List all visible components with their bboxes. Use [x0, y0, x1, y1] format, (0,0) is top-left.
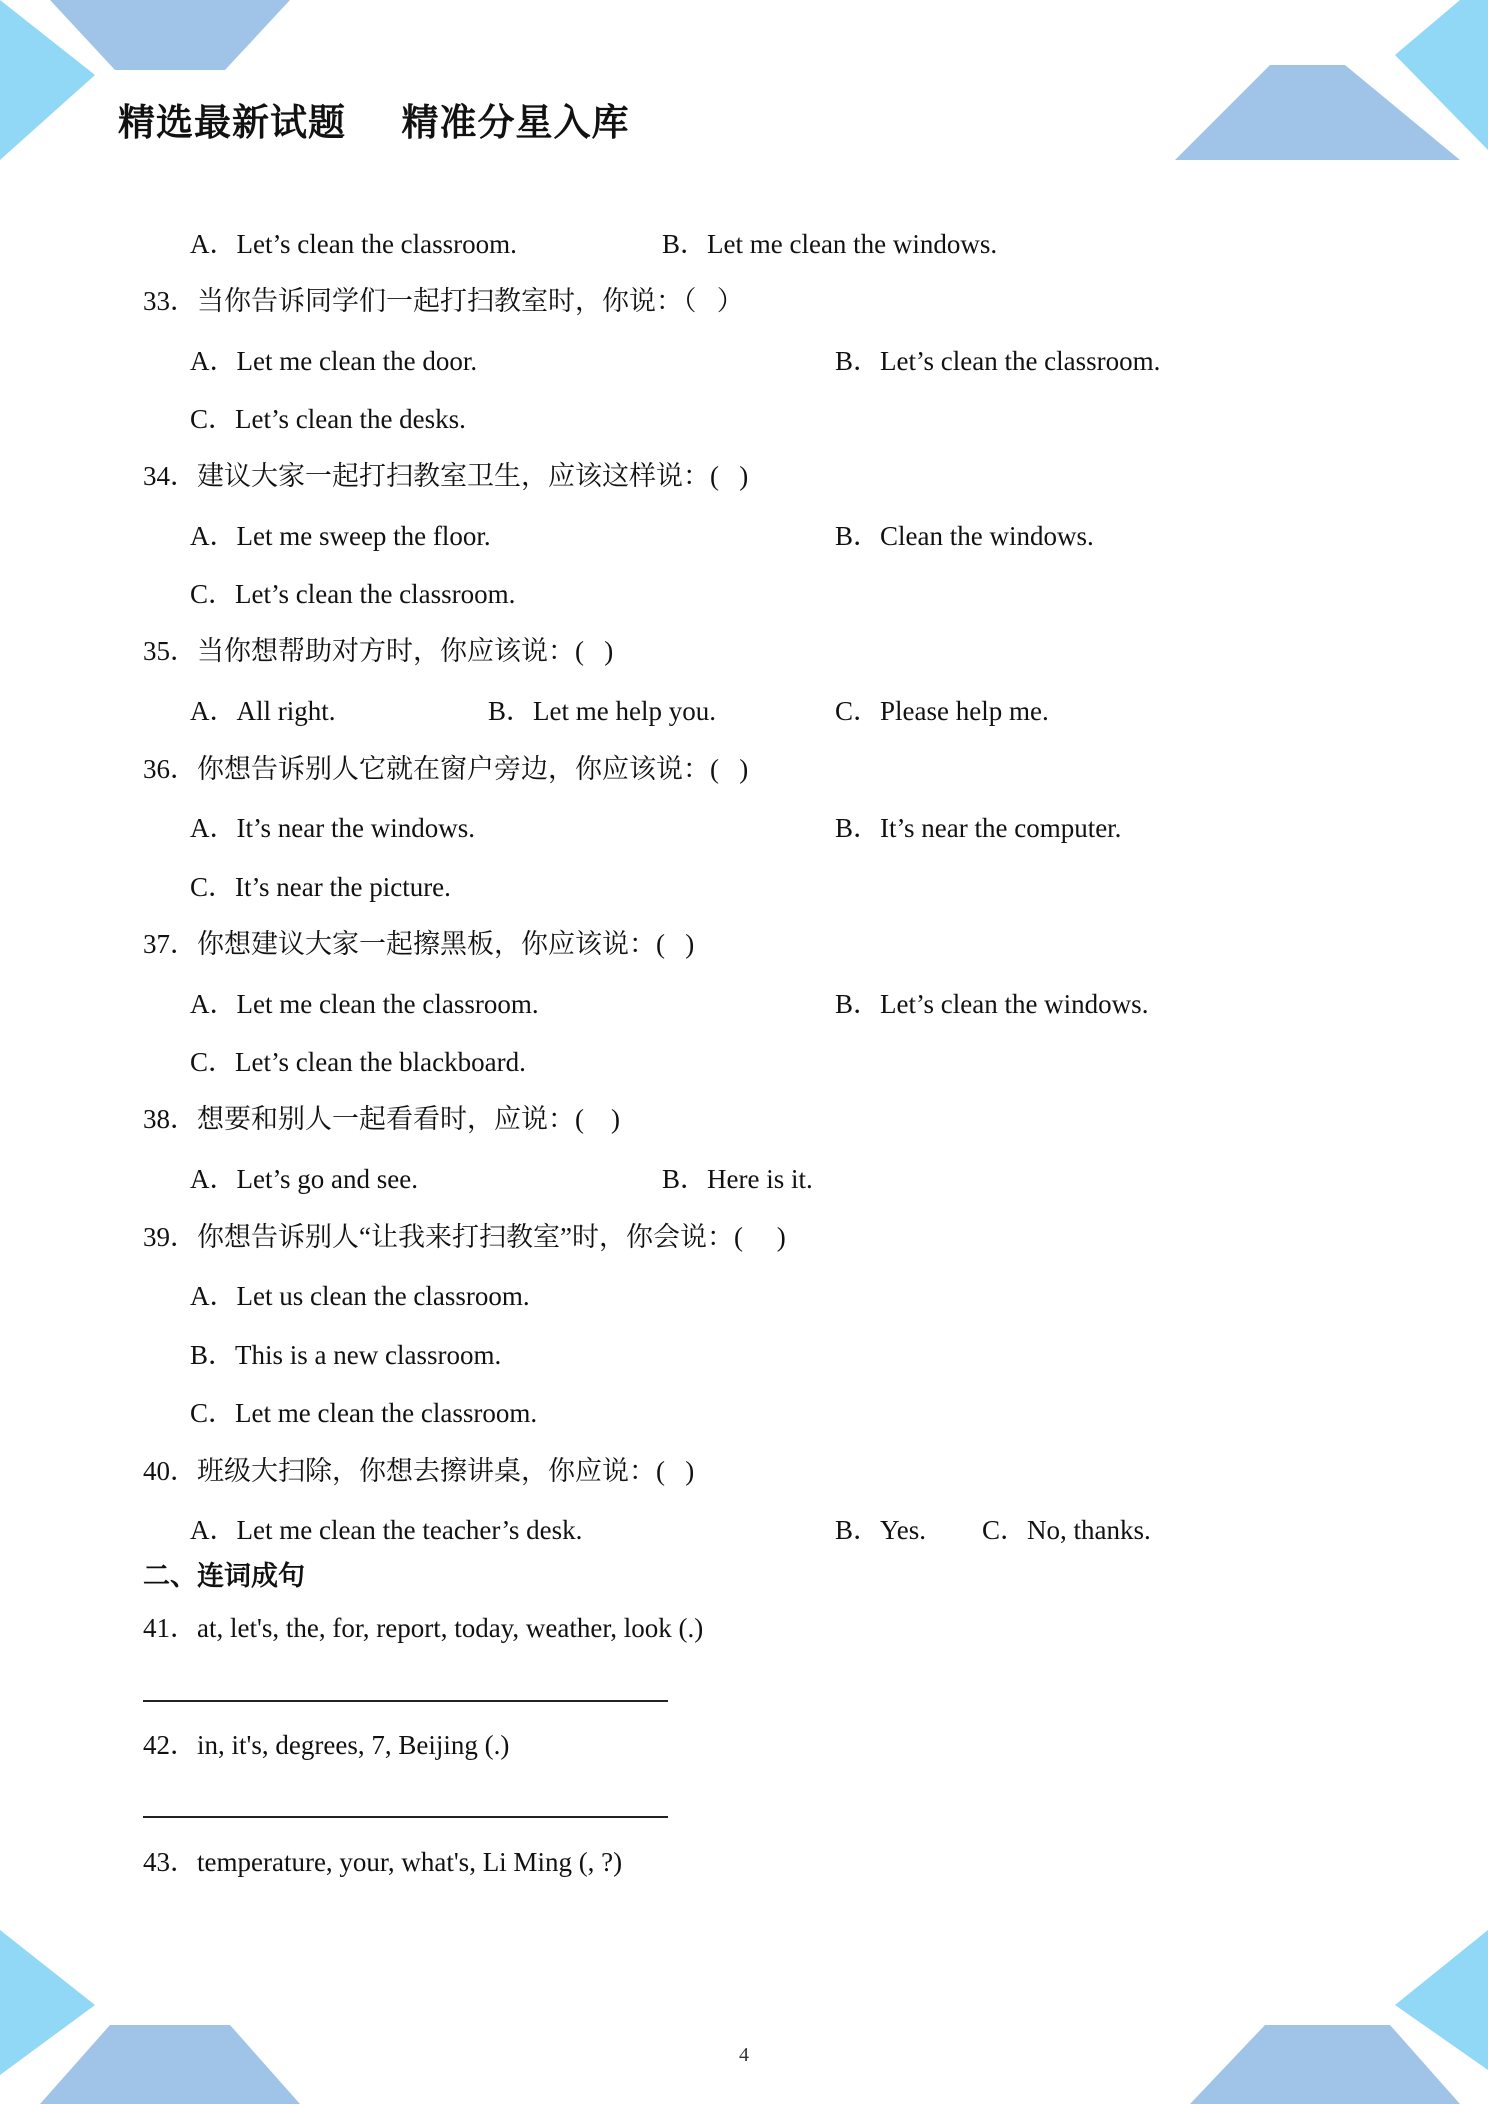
question-41: 41．at, let's, the, for, report, today, weather, look (.): [143, 1613, 704, 1643]
option-a: A．Let me clean the classroom.: [190, 989, 539, 1019]
option-c: C．Let’s clean the desks.: [190, 404, 466, 434]
corner-decoration-bottom-left: [0, 1930, 310, 2104]
option-a: A．Let us clean the classroom.: [190, 1281, 530, 1311]
option-b: B．It’s near the computer.: [835, 813, 1122, 843]
question-35: 35．当你想帮助对方时，你应该说：( ): [143, 636, 614, 666]
header-title: 精选最新试题 精准分星入库: [118, 101, 630, 144]
option-c: C．Let’s clean the classroom.: [190, 579, 516, 609]
question-40: 40．班级大扫除，你想去擦讲桌，你应说：( ): [143, 1456, 695, 1486]
option-b: B．Let’s clean the windows.: [835, 989, 1149, 1019]
corner-decoration-top-right: [1170, 0, 1488, 170]
question-42: 42．in, it's, degrees, 7, Beijing (.): [143, 1730, 510, 1760]
section-title: 二、连词成句: [143, 1561, 305, 1592]
question-38: 38．想要和别人一起看看时，应说：( ): [143, 1104, 620, 1134]
option-c: C．No, thanks.: [982, 1515, 1151, 1545]
question-36: 36．你想告诉别人它就在窗户旁边，你应该说：( ): [143, 754, 749, 784]
option-c: C．Let me clean the classroom.: [190, 1398, 538, 1428]
option-b: B．Let me clean the windows.: [662, 229, 998, 259]
question-39: 39．你想告诉别人“让我来打扫教室”时，你会说：( ): [143, 1222, 786, 1252]
question-43: 43．temperature, your, what's, Li Ming (, ?): [143, 1847, 623, 1877]
question-34: 34．建议大家一起打扫教室卫生，应该这样说：( ): [143, 461, 749, 491]
option-a: A．Let me clean the door.: [190, 346, 478, 376]
option-b: B．Let me help you.: [488, 696, 716, 726]
option-a: A．Let’s clean the classroom.: [190, 229, 517, 259]
option-a: A．It’s near the windows.: [190, 813, 475, 843]
option-c: C．Please help me.: [835, 696, 1049, 726]
corner-decoration-bottom-right: [1180, 1930, 1488, 2104]
option-a: A．Let me sweep the floor.: [190, 521, 491, 551]
option-b: B．Let’s clean the classroom.: [835, 346, 1161, 376]
page-number: 4: [739, 2044, 749, 2066]
option-b: B．Yes.: [835, 1515, 927, 1545]
option-b: B．Here is it.: [662, 1164, 813, 1194]
question-37: 37．你想建议大家一起擦黑板，你应该说：( ): [143, 929, 695, 959]
option-b: B．This is a new classroom.: [190, 1340, 502, 1370]
option-c: C．Let’s clean the blackboard.: [190, 1047, 526, 1077]
option-b: B．Clean the windows.: [835, 521, 1094, 551]
option-a: A．All right.: [190, 696, 336, 726]
answer-line[interactable]: [143, 1700, 668, 1702]
option-a: A．Let me clean the teacher’s desk.: [190, 1515, 583, 1545]
answer-line[interactable]: [143, 1816, 668, 1818]
question-33: 33．当你告诉同学们一起打扫教室时，你说：（ ）: [143, 286, 744, 316]
option-c: C．It’s near the picture.: [190, 872, 451, 902]
option-a: A．Let’s go and see.: [190, 1164, 418, 1194]
